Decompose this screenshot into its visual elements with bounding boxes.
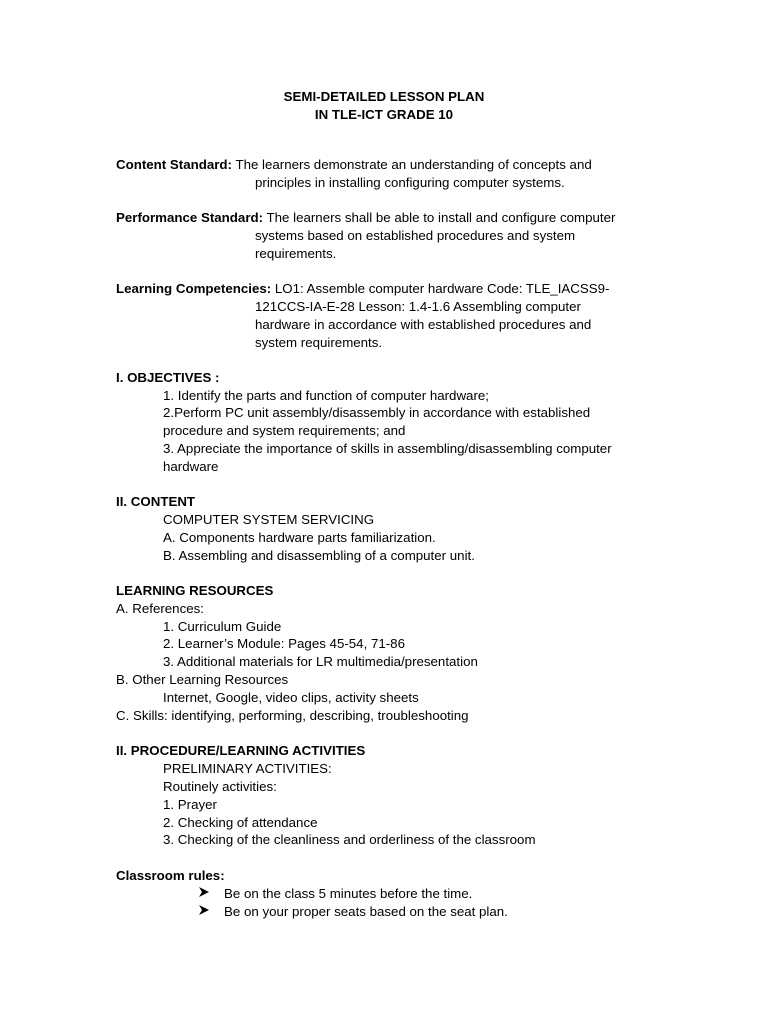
resources-heading: LEARNING RESOURCES: [116, 583, 274, 598]
classroom-rule-item: Be on your proper seats based on the seat plan.: [224, 904, 508, 919]
arrow-bullet-icon: [198, 885, 210, 904]
learning-competencies-text-cont: hardware in accordance with established procedures and: [255, 317, 592, 332]
procedure-item: 1. Prayer: [163, 797, 217, 812]
objectives-heading: I. OBJECTIVES :: [116, 370, 220, 385]
learning-competencies-text-cont: 121CCS-IA-E-28 Lesson: 1.4-1.6 Assembling computer: [255, 299, 581, 314]
learning-competencies-text: LO1: Assemble computer hardware Code: TLE_IACSS9-: [274, 281, 610, 296]
content-standard-text-cont: principles in installing configuring computer systems.: [255, 175, 565, 190]
document-subtitle: IN TLE-ICT GRADE 10: [314, 107, 454, 122]
content-standard: [116, 156, 592, 174]
objective-item: procedure and system requirements; and: [163, 423, 406, 438]
performance-standard-text-cont: systems based on established procedures and system: [255, 228, 576, 243]
performance-standard-text: The learners shall be able to install and configure computer: [266, 210, 616, 225]
objective-item: 2.Perform PC unit assembly/disassembly in accordance with established: [163, 405, 591, 420]
procedure-item: Routinely activities:: [163, 779, 277, 794]
document-title: SEMI-DETAILED LESSON PLAN: [283, 89, 485, 104]
learning-competencies-label: Learning Competencies:: [116, 281, 272, 296]
other-resources-label: B. Other Learning Resources: [116, 672, 289, 687]
performance-standard: [116, 209, 615, 227]
content-item: COMPUTER SYSTEM SERVICING: [163, 512, 375, 527]
content-item: A. Components hardware parts familiarization.: [163, 530, 436, 545]
content-standard-text: The learners demonstrate an understanding of concepts and: [235, 157, 592, 172]
performance-standard-text-cont: requirements.: [255, 246, 337, 261]
reference-item: 2. Learner’s Module: Pages 45-54, 71-86: [163, 636, 405, 651]
references-label: A. References:: [116, 601, 204, 616]
objective-item: hardware: [163, 459, 219, 474]
classroom-rule-item: Be on the class 5 minutes before the time.: [224, 886, 473, 901]
objective-item: 3. Appreciate the importance of skills in assembling/disassembling computer: [163, 441, 612, 456]
learning-competencies-text-cont: system requirements.: [255, 335, 383, 350]
content-item: B. Assembling and disassembling of a computer unit.: [163, 548, 475, 563]
content-heading: II. CONTENT: [116, 494, 196, 509]
procedure-item: 2. Checking of attendance: [163, 815, 318, 830]
procedure-item: PRELIMINARY ACTIVITIES:: [163, 761, 332, 776]
skills-text: C. Skills: identifying, performing, describing, troubleshooting: [116, 708, 469, 723]
objective-item: 1. Identify the parts and function of computer hardware;: [163, 388, 489, 403]
performance-standard-label: Performance Standard:: [116, 210, 264, 225]
content-standard-label: Content Standard:: [116, 157, 232, 172]
procedure-item: 3. Checking of the cleanliness and orderliness of the classroom: [163, 832, 536, 847]
classroom-rules-heading: Classroom rules:: [116, 868, 225, 883]
arrow-bullet-icon: [198, 903, 210, 922]
reference-item: 1. Curriculum Guide: [163, 619, 282, 634]
procedure-heading: II. PROCEDURE/LEARNING ACTIVITIES: [116, 743, 366, 758]
other-resources-text: Internet, Google, video clips, activity sheets: [163, 690, 419, 705]
reference-item: 3. Additional materials for LR multimedia/presentation: [163, 654, 478, 669]
learning-competencies: [116, 280, 609, 298]
